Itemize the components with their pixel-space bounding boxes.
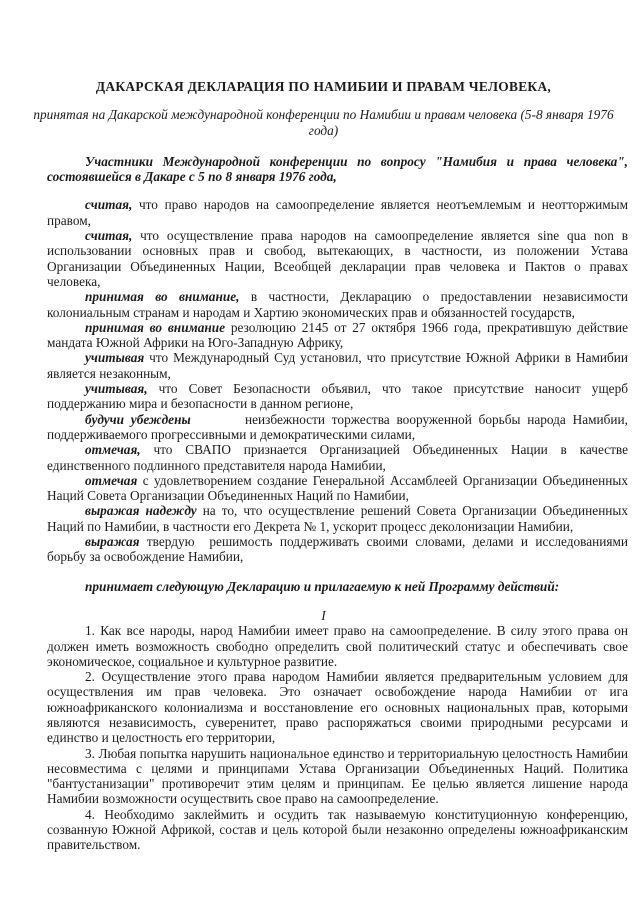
article-paragraph: 3. Любая попытка нарушить национальное единство и территориальную целостность Намибии несовместима с целями и принципами Устава Организации Объединенных Наций. Политика "бантустанизации" противоречит этим целям и принципам. Ее целью является лишение народа Намибии возможности осуществить свое право на самоопределение. [47,745,628,807]
article-paragraph: 4. Необходимо заклеймить и осудить так называемую конституционную конференцию, созванную Южной Африкой, состав и цель которой были незаконно определены южноафриканским правительством. [47,806,628,853]
preamble-paragraph [47,228,628,289]
preamble-lead: принимая во внимание [85,319,226,335]
preamble-text: что СВАПО признается Организацией Объединенных Нации в качестве единственного подлинного представителя народа Намибии, [47,442,628,473]
opening-paragraph: Участники Международной конференции по вопросу "Намибия и права человека", состоявшейся в Дакаре с 5 по 8 января 1976 года, [47,153,628,185]
preamble-text: что право народов на самоопределение является неотъемлемым и неотторжимым правом, [47,197,628,228]
preamble-lead: отмечая, [85,442,141,458]
section-numeral: I [321,607,326,623]
preamble-lead: отмечая [85,472,138,488]
preamble-paragraph [47,534,628,565]
preamble-paragraph [47,289,628,320]
preamble-text: в частности, Декларацию о предоставлении независимости колониальным странам и народам и Хартию экономических прав и обязанностей государств, [47,289,628,320]
preamble-text: что Совет Безопасности объявил, что такое присутствие наносит ущерб поддержанию мира и безопасности в данном регионе, [47,381,628,412]
article-paragraph: 1. Как все народы, народ Намибии имеет право на самоопределение. В силу этого права он должен иметь возможность свободно определить свой политический статус и обеспечивать свое экономическое, социальное и культурное развитие. [47,623,628,669]
document-subtitle: принятая на Дакарской международной конференции по Намибии и правам человека (5-8 января 1976 года) [33,107,614,138]
preamble-paragraph [47,350,628,381]
preamble-text: резолюцию 2145 от 27 октября 1966 года, прекратившую действие мандата Южной Африки на Юго-Западную Африку, [47,319,629,351]
preamble-text: неизбежности торжества вооруженной борьбы народа Намибии, поддерживаемого прогрессивными и демократическими силами, [47,411,628,442]
document-title: ДАКАРСКАЯ ДЕКЛАРАЦИЯ ПО НАМИБИИ И ПРАВАМ ЧЕЛОВЕКА, [95,79,552,94]
resolution-paragraph: принимает следующую Декларацию и прилагаемую к ней Программу действий: [85,578,560,594]
preamble-lead: считая, [85,228,133,244]
preamble-paragraph [47,412,628,443]
preamble-paragraph [47,473,628,504]
preamble-paragraph [47,503,628,534]
preamble-paragraph [47,381,628,412]
preamble-paragraph [47,442,628,473]
preamble-paragraph [47,320,628,351]
preamble-paragraph [47,197,628,228]
articles-section [47,623,628,852]
preamble-lead: выражая надежду [85,503,197,519]
preamble-text: что Международный Суд установил, что присутствие Южной Африки в Намибии является незаконным, [47,350,628,381]
preamble-lead: считая, [85,197,133,213]
article-paragraph: 2. Осуществление этого права народом Намибии является предварительным условием для осуществления им прав человека. Это означает освобождение народа Намибии от ига южноафриканского колониализма и восстановление его основных национальных прав, которыми являются независимость, суверенитет, право распоряжаться своими природными ресурсами и единство и целостность его территории, [47,669,628,746]
preamble-section [47,197,628,564]
preamble-text: на то, что осуществление решений Совета Организации Объединенных Наций по Намибии, в частности его Декрета № 1, ускорит процесс деколонизации Намибии, [47,503,629,534]
preamble-lead: принимая во внимание, [85,289,240,305]
preamble-text: с удовлетворением создание Генеральной Ассамблеей Организации Объединенных Наций Совета Организации Объединенных Наций по Намибии, [47,472,628,504]
preamble-text: что осуществление права народов на самоопределение является sine qua non в использовании основных прав и свобод, вытекающих, в частности, из положении Устава Организации Объединенных Нации, Всеобщей декларации прав человека и Пактов о правах человека, [47,228,628,289]
preamble-lead: будучи убеждены [85,411,191,427]
preamble-lead: выражая [85,534,140,550]
preamble-lead: учитывая [85,350,145,366]
preamble-lead: учитывая, [85,381,148,397]
preamble-text: твердую решимость поддерживать своими словами, делами и исследованиями борьбу за освобождение Намибии, [47,534,629,565]
